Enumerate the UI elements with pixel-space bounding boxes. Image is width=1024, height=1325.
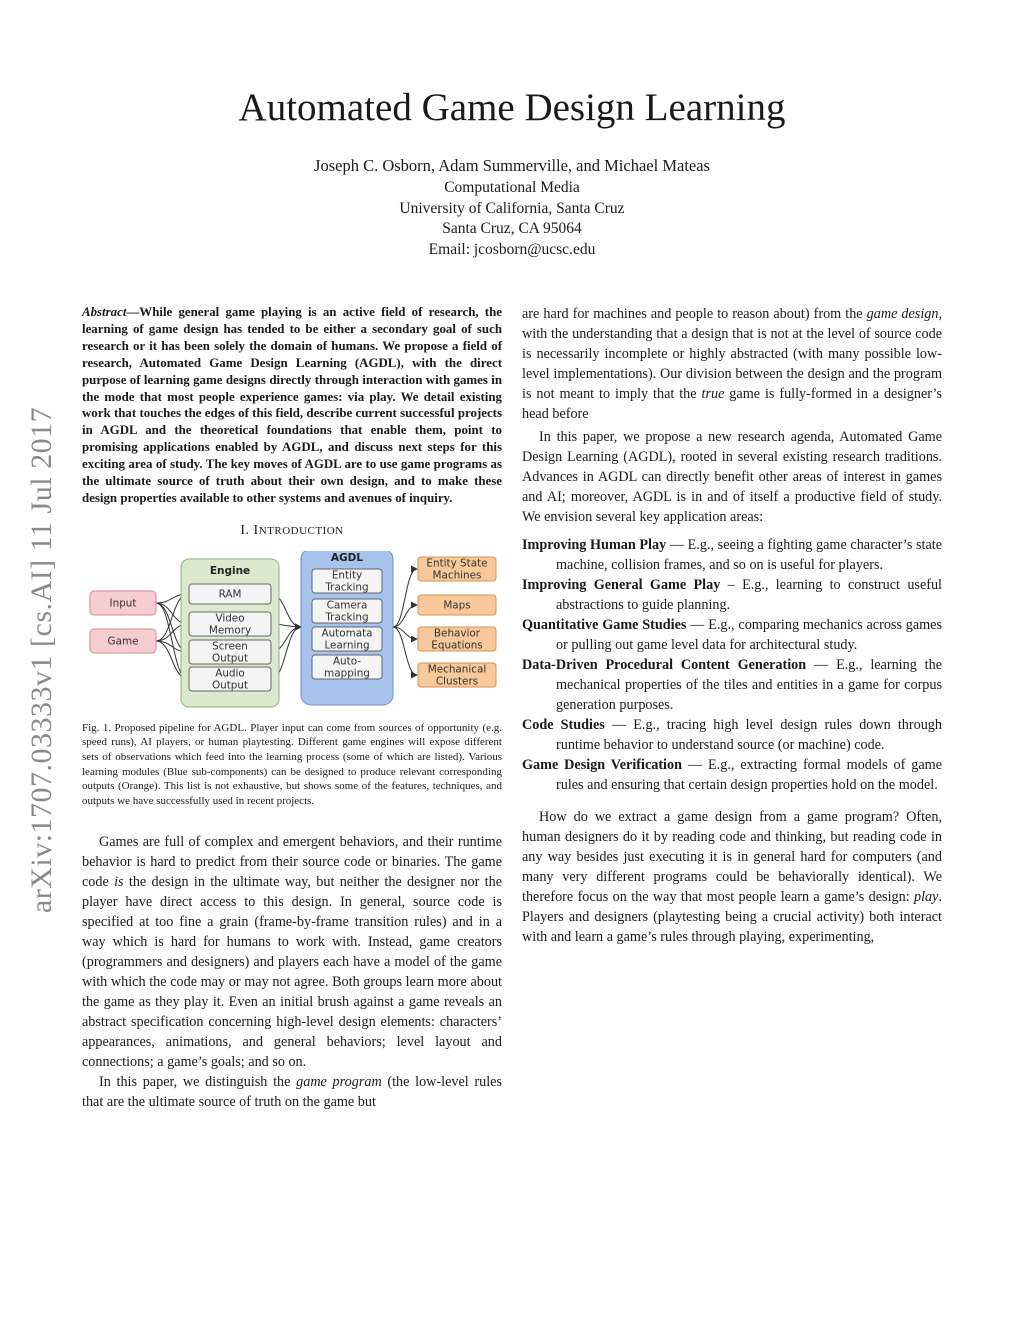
application-item: Code Studies — E.g., tracing high level design rules down through runtime behavior to understand source (or machine) code. <box>522 717 942 753</box>
abstract-label: Abstract <box>82 305 127 319</box>
intro-paragraph-3: In this paper, we propose a new research agenda, Automated Game Design Learning (AGDL), rooted in several existing research traditions. Advances in AGDL can directly benefit other areas of interest in games and AI; moreover, AGDL is in and of itself a productive field of study. We envision several key application areas: <box>522 429 942 525</box>
input-node-game <box>90 629 156 653</box>
engine-title: Engine <box>209 564 251 577</box>
svg-text:Video: Video <box>215 612 245 625</box>
svg-text:Behavior: Behavior <box>433 627 481 640</box>
left-column <box>82 304 502 1112</box>
paper-title: Automated Game Design Learning <box>238 86 786 129</box>
svg-text:Equations: Equations <box>431 639 483 652</box>
agdl-title: AGDL <box>330 551 364 564</box>
svg-text:Mechanical: Mechanical <box>427 663 487 676</box>
application-item: Improving General Game Play – E.g., learning to construct useful abstractions to guide planning. <box>522 577 942 613</box>
intro-paragraph-2-cont: are hard for machines and people to reason about) from the game design, with the understanding that a design that is not at the level of source code is necessarily incomplete or highly abstracted (with many possible low-level implementations). Our division between the design and the program is not meant to imply that the true game is fully-formed in a designer’s head before <box>522 306 943 422</box>
output-node <box>418 557 496 582</box>
application-list <box>522 535 942 795</box>
engine-node <box>189 640 271 665</box>
right-column <box>522 304 942 947</box>
engine-node <box>189 584 271 604</box>
intro-paragraph-2: In this paper, we distinguish the game program (the low-level rules that are the ultimate source of truth on the game but <box>82 1074 502 1111</box>
svg-text:Tracking: Tracking <box>325 581 369 594</box>
svg-text:Automata: Automata <box>321 627 373 640</box>
svg-text:mapping: mapping <box>324 667 370 680</box>
svg-text:Clusters: Clusters <box>435 675 479 688</box>
agdl-node <box>312 569 382 594</box>
svg-text:Camera: Camera <box>326 599 368 612</box>
svg-text:Audio: Audio <box>215 667 245 680</box>
svg-text:RAM: RAM <box>218 588 242 601</box>
abstract: Abstract—While general game playing is an active field of research, the learning of game design has tended to be either a secondary goal of such research or it has been solely the domain of humans. We propose a field of research, Automated Game Design Learning (AGDL), with the direct purpose of learning game designs directly through interaction with games in the mode that most people experience games: via play. We detail existing work that touches the edges of this field, describe current successful projects in AGDL and the theoretical foundations that enable them, point to promising applications enabled by AGDL, and discuss next steps for this exciting area of study. The key moves of AGDL are to use game programs as the ultimate source of truth about their own design, and to make these design properties available to other systems and avenues of inquiry. <box>82 305 502 505</box>
application-item: Data-Driven Procedural Content Generation — E.g., learning the mechanical properties of the tiles and entities in a game for corpus generation purposes. <box>522 657 942 713</box>
svg-text:Entity State: Entity State <box>426 557 488 570</box>
engine-node <box>189 612 271 637</box>
pipeline-arrow <box>393 605 417 627</box>
svg-text:Input: Input <box>109 597 137 610</box>
section-heading-introduction: I. INTRODUCTION <box>240 522 344 538</box>
application-item: Quantitative Game Studies — E.g., comparing mechanics across games or pulling out game level data for architectural study. <box>522 617 942 653</box>
output-node <box>418 627 496 652</box>
pipeline-arrow <box>393 627 417 675</box>
affiliation-dept: Computational Media <box>444 179 580 196</box>
svg-text:Entity: Entity <box>331 569 363 582</box>
author-list: Joseph C. Osborn, Adam Summerville, and Michael Mateas <box>314 156 710 175</box>
svg-text:Game: Game <box>107 635 139 648</box>
svg-text:Memory: Memory <box>208 624 252 637</box>
svg-text:Tracking: Tracking <box>325 611 369 624</box>
application-item: Improving Human Play — E.g., seeing a fighting game character’s state machine, collision frames, and so on is useful for players. <box>522 537 942 573</box>
application-item: Game Design Verification — E.g., extracting formal models of game rules and ensuring that certain design properties hold on the model. <box>522 757 943 793</box>
agdl-node <box>312 599 382 624</box>
agdl-pipeline-figure <box>84 551 500 711</box>
agdl-node <box>312 627 382 652</box>
svg-text:Auto-: Auto- <box>332 655 362 668</box>
abstract-text: While general game playing is an active field of research, the learning of game design has tended to be either a secondary goal of such research or it has been solely the domain of humans. We propose a field of research, Automated Game Design Learning (AGDL), with the direct purpose of learning game designs directly through interaction with games in the mode that most people experience games: via play. We detail existing work that touches the edges of this field, describe current successful projects in AGDL and the theoretical foundations that enable them, point to promising applications enabled by AGDL, and discuss next steps for this exciting area of study. The key moves of AGDL are to use game programs as the ultimate source of truth about their own design, and to make these design properties available to other systems and avenues of inquiry. <box>82 305 502 505</box>
agdl-node <box>312 655 382 680</box>
svg-text:Screen: Screen <box>212 640 248 653</box>
input-node-input <box>90 591 156 615</box>
output-node <box>418 663 496 688</box>
author-email: Email: jcosborn@ucsc.edu <box>428 241 596 258</box>
figure-caption: Fig. 1. Proposed pipeline for AGDL. Player input can come from sources of opportunity (e.g. speed runs), AI players, or human playtesting. Different game engines will expose different sets of observations which feed into the learning process (some of which are listed). Various learning modules (Blue sub-components) can be designed to produce relevant corresponding outputs (Orange). This list is not exhaustive, but shows some of the features, techniques, and outputs we have successfully used in recent projects. <box>82 721 502 807</box>
svg-text:Learning: Learning <box>324 639 370 652</box>
svg-text:Output: Output <box>211 679 249 692</box>
affiliation-address: Santa Cruz, CA 95064 <box>442 220 582 237</box>
intro-paragraph-4: How do we extract a game design from a game program? Often, human designers do it by reading code and thinking, but reading code in any way besides just executing it is in general hard for computers (and many very different programs could be behaviorally identical). We therefore focus on the way that most people learn a game’s design: play. Players and designers (playtesting being a crucial activity) both interact with and learn a game’s rules through playing, experimenting, <box>522 809 942 945</box>
affiliation-university: University of California, Santa Cruz <box>399 200 625 217</box>
intro-paragraph-1: Games are full of complex and emergent behaviors, and their runtime behavior is hard to predict from their source code or binaries. The game code is the design in the ultimate way, but neither the designer nor the player have direct access to this design. In general, source code is specified at too fine a grain (frame-by-frame transition rules) and in a way which is hard for humans to work with. Instead, game creators (programmers and designers) and players each have a model of the game with which the code may or may not agree. Both groups learn more about the game as they play it. Even an initial brush against a game reveals an abstract specification concerning high-level design elements: characters’ appearances, animations, and general behaviors; level layout and connections; a game’s goals; and so on. <box>82 834 502 1071</box>
svg-text:Output: Output <box>211 652 249 665</box>
engine-node <box>189 667 271 692</box>
svg-text:Machines: Machines <box>432 569 482 582</box>
svg-text:Maps: Maps <box>443 599 471 612</box>
arxiv-stamp: arXiv:1707.03333v1 [cs.AI] 11 Jul 2017 <box>25 406 58 914</box>
pipeline-arrow <box>393 569 417 627</box>
output-node <box>418 595 496 615</box>
